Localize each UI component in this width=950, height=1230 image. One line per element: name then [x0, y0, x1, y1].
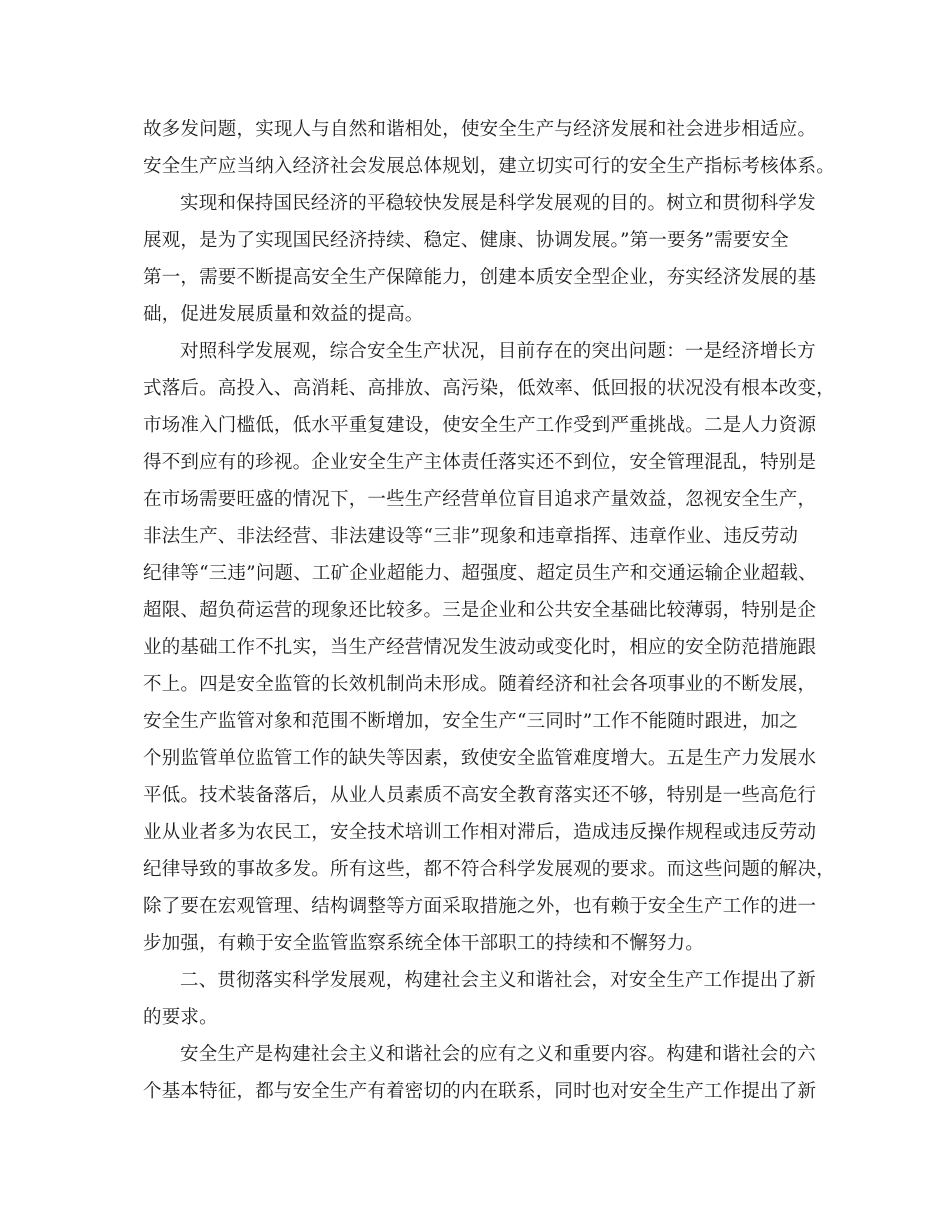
text-line: 在市场需要旺盛的情况下，一些生产经营单位盲目追求产量效益，忽视安全生产， [143, 489, 817, 510]
section-heading-line: 二、贯彻落实科学发展观，构建社会主义和谐社会，对安全生产工作提出了新 [180, 970, 816, 991]
text-line: 市场准入门槛低，低水平重复建设，使安全生产工作受到严重挑战。二是人力资源 [143, 415, 817, 436]
text-line: 个别监管单位监管工作的缺失等因素，致使安全监管难度增大。五是生产力发展水 [143, 748, 817, 769]
text-line: 得不到应有的珍视。企业安全生产主体责任落实还不到位，安全管理混乱，特别是 [143, 452, 817, 473]
text-line: 非法生产、非法经营、非法建设等“三非”现象和违章指挥、违章作业、违反劳动 [143, 526, 799, 547]
section-heading-line: 的要求。 [143, 1007, 218, 1028]
text-line: 故多发问题，实现人与自然和谐相处，使安全生产与经济发展和社会进步相适应。 [143, 119, 817, 140]
paragraph-start-line: 对照科学发展观，综合安全生产状况，目前存在的突出问题：一是经济增长方 [180, 341, 816, 362]
text-line: 超限、超负荷运营的现象还比较多。三是企业和公共安全基础比较薄弱，特别是企 [143, 600, 817, 621]
text-line: 不上。四是安全监管的长效机制尚未形成。随着经济和社会各项事业的不断发展， [143, 674, 817, 695]
paragraph-start-line: 安全生产是构建社会主义和谐社会的应有之义和重要内容。构建和谐社会的六 [180, 1044, 816, 1065]
text-line: 除了要在宏观管理、结构调整等方面采取措施之外，也有赖于安全生产工作的进一 [143, 896, 817, 917]
text-line: 第一，需要不断提高安全生产保障能力，创建本质安全型企业，夯实经济发展的基 [143, 267, 817, 288]
text-line: 个基本特征，都与安全生产有着密切的内在联系，同时也对安全生产工作提出了新 [143, 1081, 817, 1102]
text-line: 纪律导致的事故多发。所有这些，都不符合科学发展观的要求。而这些问题的解决， [143, 859, 835, 880]
text-line: 业的基础工作不扎实，当生产经营情况发生波动或变化时，相应的安全防范措施跟 [143, 637, 817, 658]
paragraph-start-line: 实现和保持国民经济的平稳较快发展是科学发展观的目的。树立和贯彻科学发 [180, 193, 816, 214]
text-line: 安全生产应当纳入经济社会发展总体规划，建立切实可行的安全生产指标考核体系。 [143, 156, 835, 177]
text-line: 础，促进发展质量和效益的提高。 [143, 304, 424, 325]
text-line: 式落后。高投入、高消耗、高排放、高污染，低效率、低回报的状况没有根本改变， [143, 378, 835, 399]
text-line: 展观，是为了实现国民经济持续、稳定、健康、协调发展。”第一要务”需要安全 [143, 230, 789, 251]
text-line: 步加强，有赖于安全监管监察系统全体干部职工的持续和不懈努力。 [143, 933, 705, 954]
text-line: 纪律等“三违”问题、工矿企业超能力、超强度、超定员生产和交通运输企业超载、 [143, 563, 817, 584]
text-line: 安全生产监管对象和范围不断增加，安全生产“三同时”工作不能随时跟进，加之 [143, 711, 799, 732]
text-line: 业从业者多为农民工，安全技术培训工作相对滞后，造成违反操作规程或违反劳动 [143, 822, 817, 843]
text-line: 平低。技术装备落后，从业人员素质不高安全教育落实还不够，特别是一些高危行 [143, 785, 817, 806]
